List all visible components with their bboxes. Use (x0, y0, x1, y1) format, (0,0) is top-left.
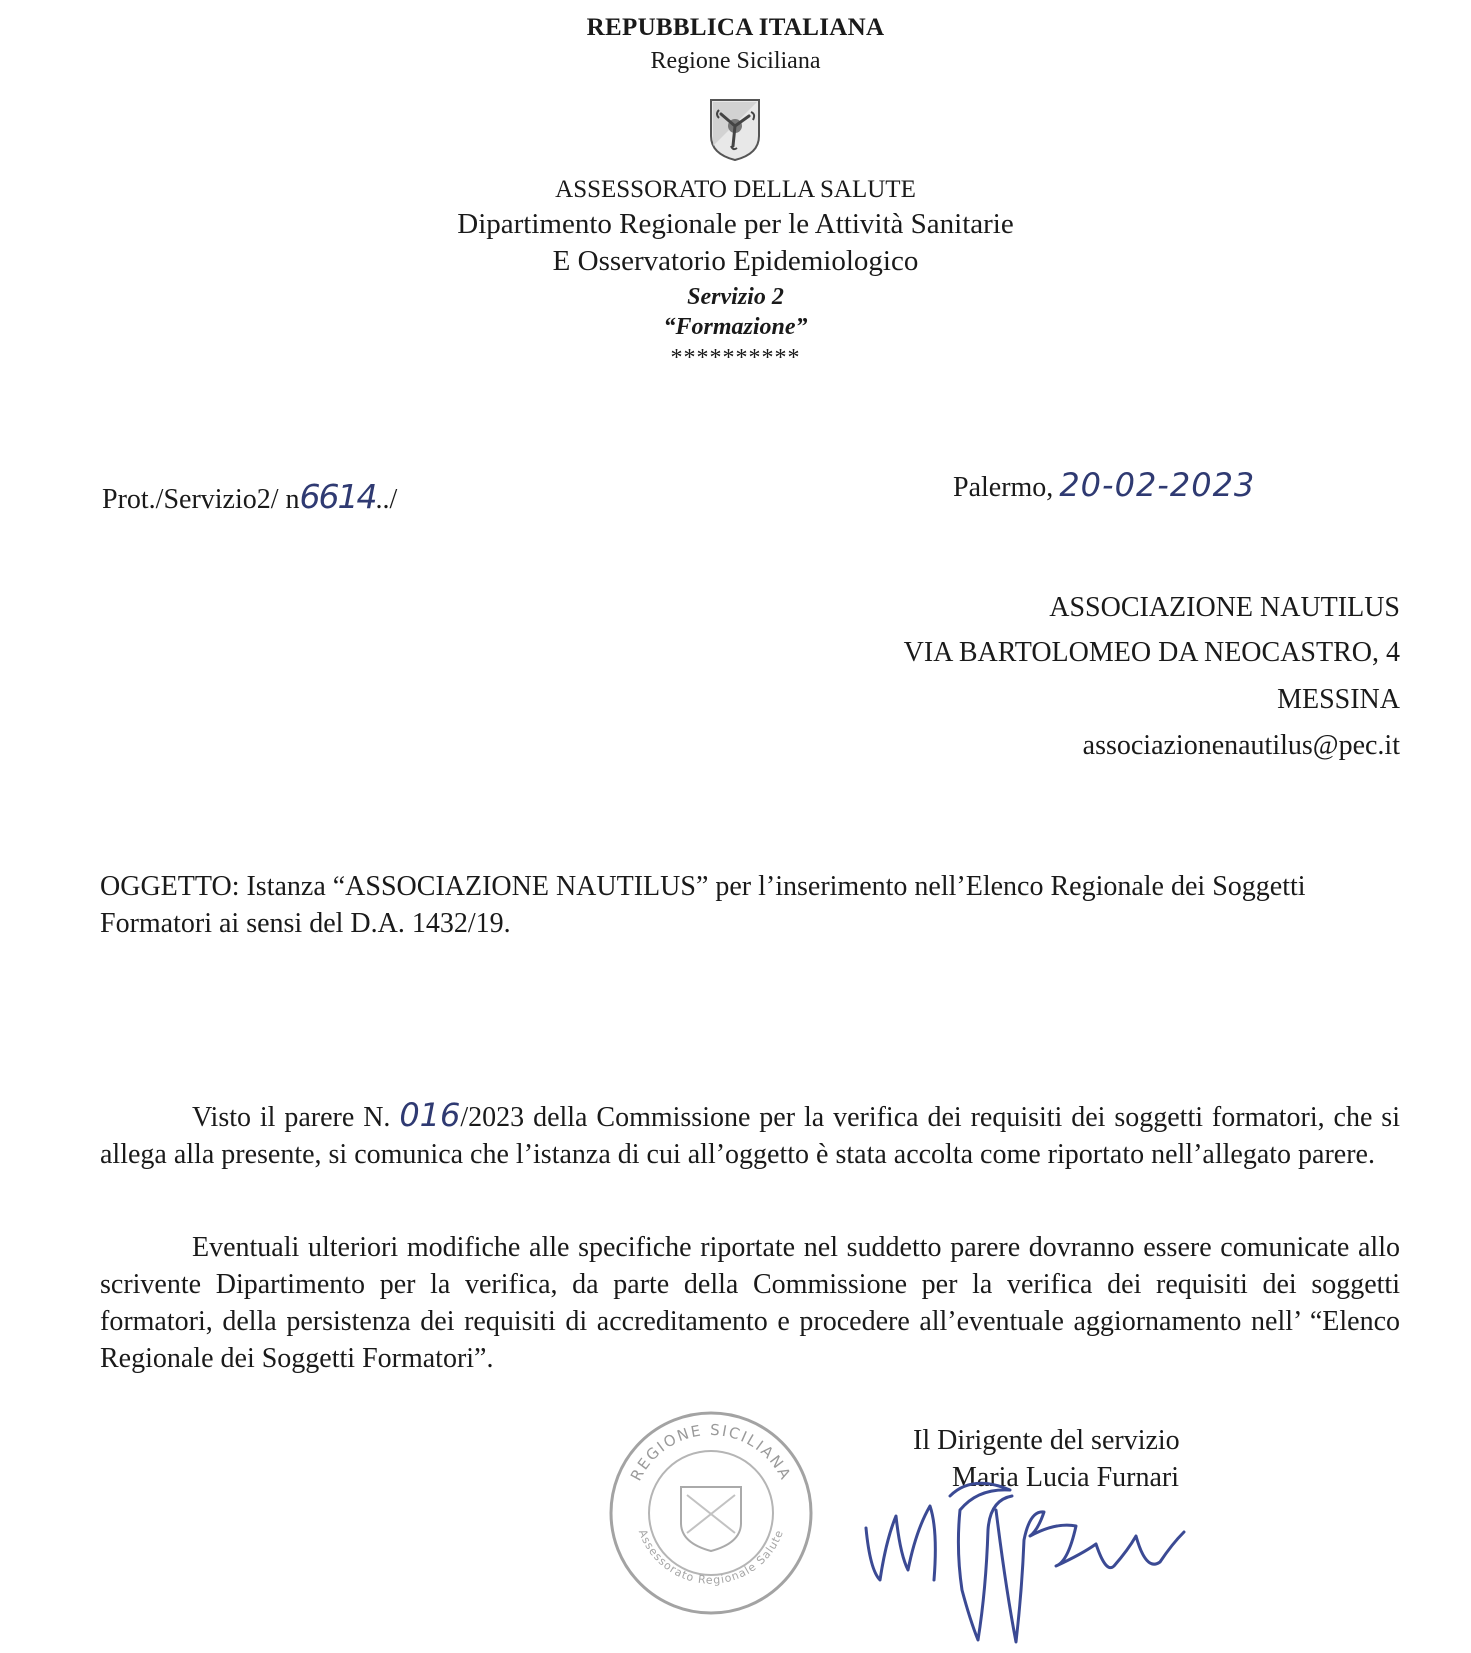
opinion-number-handwritten: 016 (399, 1096, 461, 1134)
header-country: REPUBBLICA ITALIANA (586, 14, 885, 41)
header-department-line1: Dipartimento Regionale per le Attività Sanitarie (457, 208, 1014, 240)
subject-text: OGGETTO: Istanza “ASSOCIAZIONE NAUTILUS” per l’inserimento nell’Elenco Regionale dei Soggetti Formatori ai sensi del D.A. 1432/19. (100, 871, 1306, 939)
handwritten-signature-icon (860, 1470, 1200, 1645)
recipient-email: associazionenautilus@pec.it (1082, 730, 1400, 761)
header-service: Servizio 2 (687, 284, 784, 310)
protocol-prefix: Prot./Servizio2/ n (102, 484, 300, 515)
protocol-dots: ../ (375, 484, 398, 515)
body-paragraph-1 (100, 1097, 1400, 1173)
paragraph-1-start: Visto il parere N. (192, 1102, 400, 1133)
svg-text:REGIONE SICILIANA (627, 1421, 795, 1484)
protocol-line (102, 477, 397, 516)
recipient-name: ASSOCIAZIONE NAUTILUS (1049, 592, 1400, 623)
recipient-city: MESSINA (1277, 684, 1400, 715)
date-handwritten: 20-02-2023 (1059, 466, 1256, 504)
header-separator: ********** (670, 345, 801, 371)
protocol-number-handwritten: 6614 (299, 477, 376, 516)
header-assessorato: ASSESSORATO DELLA SALUTE (555, 176, 916, 203)
place-date-line (953, 466, 1255, 504)
header-service-name: “Formazione” (663, 314, 808, 340)
signer-name: Maria Lucia Furnari (952, 1462, 1180, 1493)
trinacria-emblem-icon (707, 96, 763, 162)
recipient-street: VIA BARTOLOMEO DA NEOCASTRO, 4 (903, 637, 1400, 668)
stamp-text-top: REGIONE SICILIANA (626, 1420, 796, 1484)
official-stamp-icon (603, 1405, 819, 1621)
header-region: Regione Siciliana (650, 48, 821, 74)
place: Palermo, (953, 472, 1054, 503)
svg-text:Assessorato Regionale Salute (636, 1528, 786, 1587)
body-paragraph-2: Eventuali ulteriori modifiche alle specifiche riportate nel suddetto parere dovranno essere comunicate allo scrivente Dipartimento per la verifica, da parte della Commissione per la verifica dei requisiti dei soggetti formatori, della persistenza dei requisiti di accreditamento e procedere all’eventuale aggiornamento nell’ “Elenco Regionale dei Soggetti Formatori”. (100, 1232, 1400, 1374)
signer-title: Il Dirigente del servizio (913, 1425, 1180, 1456)
stamp-text-bottom: Assessorato Regionale Salute (635, 1527, 787, 1587)
paragraph-1-rest: /2023 della Commissione per la verifica dei requisiti dei soggetti formatori, che si allega alla presente, si comunica che l’istanza di cui all’oggetto è stata accolta come riportato nell’allegato parere. (100, 1102, 1400, 1170)
header-department-line2: E Osservatorio Epidemiologico (552, 245, 919, 277)
